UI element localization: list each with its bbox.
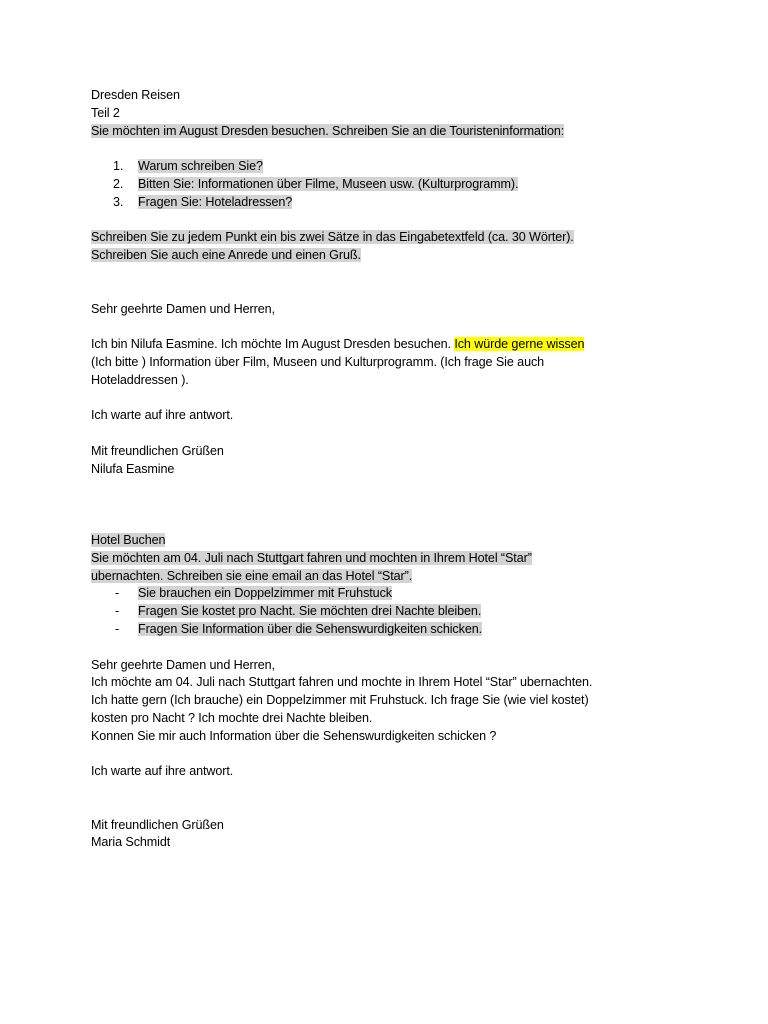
task-text: ubernachten. Schreiben sie eine email an das Hotel “Star”. — [91, 568, 413, 583]
letter-salutation: Sehr geehrte Damen und Herren, — [91, 657, 275, 672]
list-marker: - — [115, 604, 120, 619]
letter-body-line: Ich möchte am 04. Juli nach Stuttgart fahren und mochte in Ihrem Hotel “Star” ubernachten. — [91, 675, 593, 690]
task-text: Sie möchten im August Dresden besuchen. Schreiben Sie an die Touristeninformation: — [91, 123, 565, 138]
list-item — [91, 603, 731, 621]
list-item-text: Sie brauchen ein Doppelzimmer mit Fruhstuck — [138, 586, 392, 601]
letter-body-line: Konnen Sie mir auch Information über die Sehenswurdigkeiten schicken ? — [91, 728, 497, 743]
list-item-text: Fragen Sie Information über die Sehenswurdigkeiten schicken. — [138, 621, 483, 636]
list-item-text: Warum schreiben Sie? — [138, 159, 263, 174]
task-points-list — [91, 585, 731, 638]
letter-body-line: kosten pro Nacht ? Ich mochte drei Nachte bleiben. — [91, 710, 373, 725]
letter-salutation: Sehr geehrte Damen und Herren, — [91, 301, 275, 316]
letter-waiting-line: Ich warte auf ihre antwort. — [91, 408, 234, 423]
section-title: Dresden Reisen — [91, 88, 180, 102]
letter-waiting-line: Ich warte auf ihre antwort. — [91, 764, 234, 779]
letter-body-line: Hoteladdressen ). — [91, 372, 189, 387]
task-text: Sie möchten am 04. Juli nach Stuttgart fahren und mochten in Ihrem Hotel “Star” — [91, 550, 532, 565]
letter-signature: Maria Schmidt — [91, 835, 171, 850]
letter-body-text: Ich bin Nilufa Easmine. Ich möchte Im August Dresden besuchen. — [91, 337, 455, 352]
list-marker: 2. — [113, 176, 124, 191]
list-item — [91, 158, 731, 176]
letter-body-line — [91, 336, 731, 354]
letter-body-line: Ich hatte gern (Ich brauche) ein Doppelzimmer mit Fruhstuck. Ich frage Sie (wie viel kostet) — [91, 693, 589, 708]
instruction-text: Schreiben Sie auch eine Anrede und einen Gruß. — [91, 248, 361, 263]
list-item-text: Fragen Sie: Hoteladressen? — [138, 194, 293, 209]
list-item-text: Bitten Sie: Informationen über Filme, Museen usw. (Kulturprogramm). — [138, 176, 519, 191]
list-marker: 1. — [113, 159, 124, 174]
list-marker: 3. — [113, 194, 124, 209]
task-points-list — [91, 158, 731, 211]
section-title: Hotel Buchen — [91, 532, 166, 547]
letter-body-line: (Ich bitte ) Information über Film, Museen und Kulturprogramm. (Ich frage Sie auch — [91, 354, 545, 369]
letter-closing: Mit freundlichen Grüßen — [91, 817, 224, 832]
list-item — [91, 194, 731, 212]
instruction-text: Schreiben Sie zu jedem Punkt ein bis zwei Sätze in das Eingabetextfeld (ca. 30 Wörter). — [91, 230, 574, 245]
list-item — [91, 621, 731, 639]
list-item — [91, 585, 731, 603]
section-subtitle: Teil 2 — [91, 105, 120, 120]
list-item-text: Fragen Sie kostet pro Nacht. Sie möchten drei Nachte bleiben. — [138, 604, 482, 619]
letter-signature: Nilufa Easmine — [91, 461, 175, 476]
document-page — [91, 87, 731, 852]
letter-closing: Mit freundlichen Grüßen — [91, 443, 224, 458]
list-marker: - — [115, 621, 120, 636]
highlighted-text: Ich würde gerne wissen — [454, 337, 585, 352]
list-item — [91, 176, 731, 194]
list-marker: - — [115, 586, 120, 601]
